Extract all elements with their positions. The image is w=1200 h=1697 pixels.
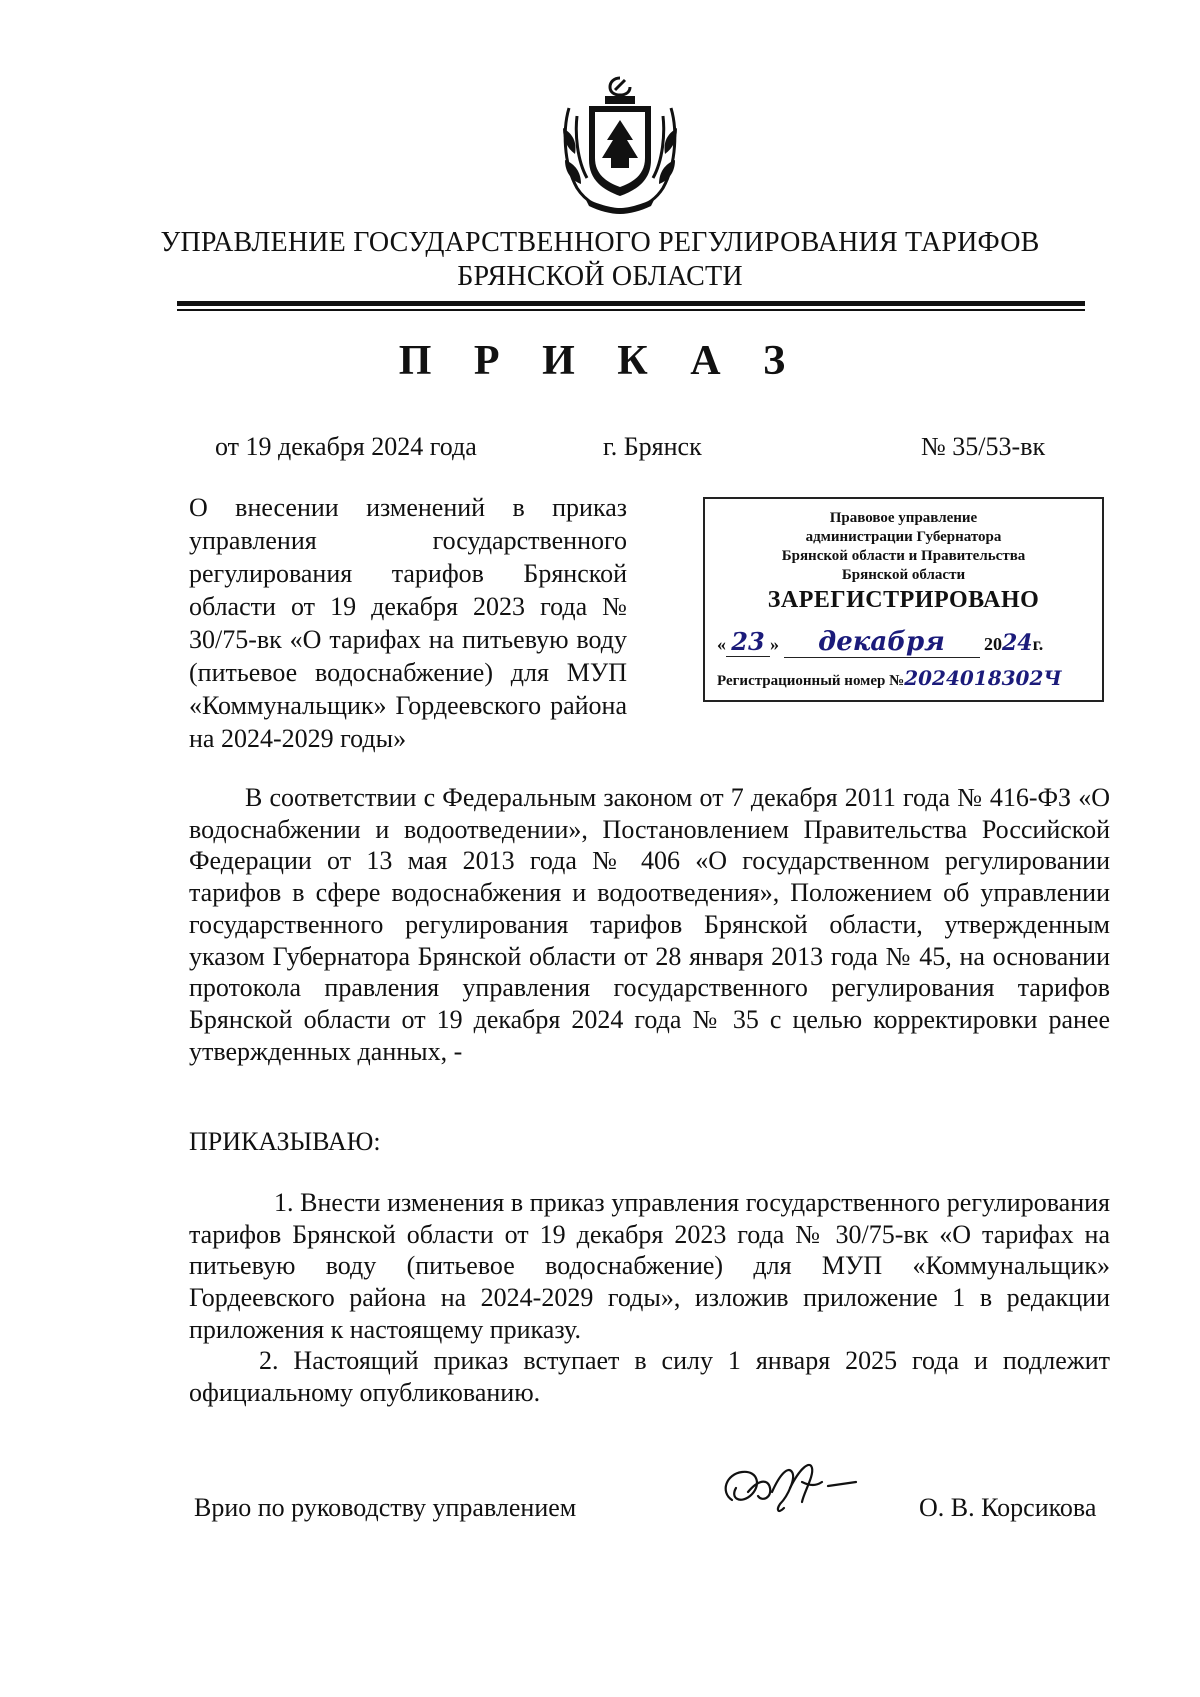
preamble-text: В соответствии с Федеральным законом от 7 декабря 2011 года № 416-ФЗ «О водоснабжении и водоотведении», Постановлением Правительства Российской Федерации от 13 мая 2013 года № 406 «О государственном регулировании тарифов в сфере водоснабжения и водоотведения», Положением об управлении государственного регулирования тарифов Брянской области, утвержденным указом Губернатора Брянской области от 28 января 2013 года № 45, на основании протокола правления управления государственного регулирования тарифов Брянской области от 19 декабря 2024 года № 35 с целью корректировки ранее утвержденных данных, -	[189, 783, 1110, 1066]
stamp-month: декабря	[784, 627, 980, 658]
signatory-name: О. В. Корсикова	[919, 1493, 1097, 1522]
order-item-1	[189, 1187, 1110, 1346]
org-name-line2: БРЯНСКОЙ ОБЛАСТИ	[457, 261, 743, 292]
stamp-date: « 23 » декабря 2024г.	[717, 627, 1044, 657]
stamp-reg-number-row	[717, 666, 1097, 690]
coat-of-arms-icon	[555, 68, 685, 216]
signatory-position: Врио по руководству управлением	[194, 1493, 577, 1522]
stamp-reg-number: 2024018302Ч	[904, 666, 1062, 690]
stamp-year-prefix: 20	[984, 634, 1002, 654]
stamp-line1: Правовое управление	[829, 510, 978, 526]
doc-date: от 19 декабря 2024 года	[215, 432, 477, 461]
stamp-year-unit: г.	[1032, 634, 1044, 654]
order-item-2	[189, 1345, 1110, 1408]
order-heading: ПРИКАЗЫВАЮ:	[189, 1127, 381, 1156]
stamp-registered: ЗАРЕГИСТРИРОВАНО	[767, 587, 1040, 613]
doc-number: № 35/53-вк	[921, 432, 1046, 461]
org-name-line1: УПРАВЛЕНИЕ ГОСУДАРСТВЕННОГО РЕГУЛИРОВАНИЯ ТАРИФОВ	[160, 227, 1040, 258]
registration-stamp	[703, 497, 1104, 702]
stamp-day: 23	[726, 627, 770, 657]
doc-title: П Р И К А З	[398, 338, 802, 384]
stamp-line3: Брянской области и Правительства	[781, 548, 1026, 564]
order-item-1-text: 1. Внести изменения в приказ управления государственного регулирования тарифов Брянской области от 19 декабря 2023 года № 30/75-вк «О тарифах на питьевую воду (питьевое водоснабжение) для МУП «Коммунальщик» Гордеевского района на 2024-2029 годы», изложив приложение 1 в редакции приложения к настоящему приказу.	[189, 1188, 1110, 1344]
stamp-line4: Брянской области	[841, 567, 966, 583]
stamp-reg-label: Регистрационный номер №	[717, 673, 905, 689]
preamble-paragraph	[189, 782, 1110, 1067]
order-item-2-text: 2. Настоящий приказ вступает в силу 1 января 2025 года и подлежит официальному опубликованию.	[189, 1346, 1110, 1407]
handwritten-signature	[718, 1452, 868, 1522]
stamp-year-suffix: 24	[1002, 630, 1033, 656]
header-rule-thin	[177, 309, 1085, 311]
header-rule-thick	[177, 301, 1085, 306]
doc-subject: О внесении изменений в приказ управления государственного регулирования тарифов Брянской области от 19 декабря 2023 года № 30/75-вк «О тарифах на питьевую воду (питьевое водоснабжение) для МУП «Коммунальщик» Гордеевского района на 2024-2029 годы»	[189, 493, 627, 753]
stamp-line2: администрации Губернатора	[805, 529, 1002, 545]
doc-city: г. Брянск	[603, 432, 702, 461]
